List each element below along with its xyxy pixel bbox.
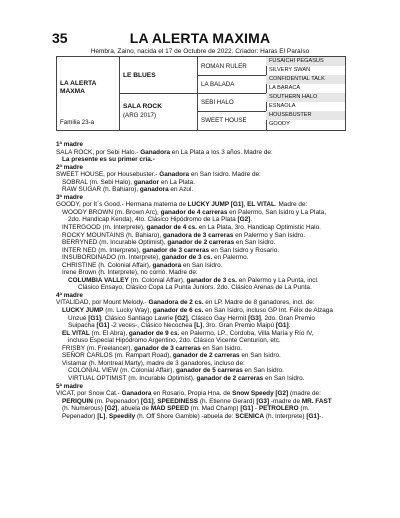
family-text: [56, 141, 348, 420]
text-line: Irene Brown (h. Interprete), no corrió. Madre de:: [62, 269, 198, 277]
text-line: Clásico Ensayo, Clásico Copa La Punta Juniors. 2do. Clásico Arenas de La Punta.: [78, 284, 312, 292]
subject-name-1: LA ALERTA: [60, 80, 97, 87]
sire-dam-name: LA BALADA: [201, 81, 235, 88]
dam-dam-name: SWEET HOUSE: [201, 117, 247, 124]
text-line: Suipacha [G1] -2 veces-, Clásico Necochea [L], 3ro. Gran Premio Maipú [G1].: [68, 322, 291, 330]
sire-name: LE BLUES: [123, 72, 156, 79]
sire-sire-name: ROMAN RULER: [201, 63, 247, 70]
section-heading: 2ª madre: [56, 163, 83, 171]
dam-sire-name: SEBI HALO: [201, 99, 234, 106]
family-label: Familia 23-a: [60, 119, 95, 126]
gg-cell: SILVERY SWAN: [269, 67, 311, 73]
section-heading: 3ª madre: [56, 193, 83, 201]
text-line: Vistamar (h. Montreal Marty), madre de 3 ganadores, incluso de:: [62, 359, 245, 367]
text-line: RAW SUGAR (h. Bahiaro), ganadora en Azul.: [62, 186, 194, 194]
gg-cell: LA BARACA: [269, 85, 301, 91]
gg-cell: CONFIDENTIAL TALK: [266, 75, 345, 84]
text-line: INTERGOOD (m. Interprete), ganador de 4 cs. en La Plata, 3ro. Handicap Optimistic Halo.: [62, 224, 321, 232]
text-line: PERIQUIN (m. Pepenador) [G1], SPEEDINESS (h. Etienne Gerard) [G3] -madre de MR. FAST: [62, 397, 332, 405]
text-line: GOODY, por It´s Good.- Hermana materna de LUCKY JUMP [G1], EL VITAL. Madre de:: [56, 201, 308, 209]
text-line: SEÑOR CARLOS (m. Rampart Road), ganador de 2 carreras en San Isidro.: [62, 352, 281, 360]
text-line: EL VITAL (m. El Abra), ganador de 9 cs. en Palermo, LP., Cordoba, Villa María y Río IV,: [62, 329, 314, 337]
gg-cell: ESNAOLA: [269, 103, 296, 109]
text-line: VICAT, por Snow Cat.- Ganadora en Rosario, Propia Hna. de Snow Speedy [G2] (madre de:: [56, 390, 321, 398]
pedigree-table: [56, 56, 346, 131]
gg-cell: HOUSEBUSTER: [266, 111, 345, 120]
text-line: SOBRAL (m. Sebi Halo), ganador en La Plata.: [62, 178, 195, 186]
text-line: SALA ROCK, por Sebi Halo.- Ganadora en La Plata a los 3 años. Madre de:: [56, 148, 273, 156]
text-line: COLUMBIA VALLEY (m. Colonial Affair), ganador de 3 cs. en Palermo y La Punta, incl.: [68, 276, 319, 284]
text-line: COLONIAL VIEW (m. Colonial Affair), ganador de 5 carreras en San Isidro.: [68, 367, 284, 375]
text-line: WOODY BROWN (m. Brown Arc), ganador de 4 carreras en Palermo, San Isidro y La Plata,: [62, 208, 327, 216]
section-heading: 1ª madre: [56, 141, 83, 148]
text-line: BERRYNED (m. Incurable Optimist), ganador de 2 carreras en San Isidro.: [62, 239, 276, 247]
text-line: Pepenador) [L], Speedily (h. Off Shore Gamble) -abuela de: SCENICA (h. Interprete) [G1]-.: [62, 412, 324, 420]
horse-name: LA ALERTA MAXIMA: [129, 30, 271, 46]
text-line: LUCKY JUMP (m. Lucky Way), ganador de 6 cs. en San Isidro, incluso GP Int. Félix de Alzaga: [62, 307, 333, 315]
dam-name: SALA ROCK: [123, 103, 162, 110]
gg-cell: FUSAICHI PEGASUS: [266, 57, 345, 66]
text-line: VIRTUAL OPTIMIST (m. Incurable Optimist), ganador de 2 carreras en San Isidro.: [68, 374, 305, 382]
dam-year: (ARG 2017): [123, 112, 157, 119]
gg-cell: SOUTHERN HALO: [266, 93, 345, 102]
text-line: (h. Numerous) [G2], abuela de MAD SPEED (m. Mad Champ) [G1] - PETROLERO (m.: [62, 405, 310, 413]
text-line: INTER NED (m. Interprete), ganador de 3 carreras en San Isidro y Rosario.: [62, 246, 280, 254]
text-line: 2do. Handicap Kenda), 4to. Clásico Hipódromo de La Plata [G2].: [68, 216, 253, 224]
text-line: VITALIDAD, por Mount Melody.- Ganadora de 2 cs. en LP. Madre de 8 ganadores, incl. de:: [56, 299, 315, 307]
section-heading: 5ª madre: [56, 382, 83, 390]
subject-name-2: MAXMA: [60, 88, 85, 95]
text-line: CHRISTINE (h. Colonial Affair), ganadora en San Isidro.: [62, 261, 223, 269]
text-line: SWEET HOUSE, por Housebuster.- Ganadora en San Isidro. Madre de:: [56, 171, 261, 179]
text-line: La presente es su primer cría.-: [62, 156, 155, 164]
section-heading: 4ª madre: [56, 291, 83, 299]
text-line: ROCKY MOUNTAINS (h. Bahiaro), ganadora de 3 carreras en Palermo y San Isidro.: [62, 231, 306, 239]
gg-cell: GOODY: [269, 121, 290, 127]
text-line: FRISBY (m. Freelancer), ganador de 3 carreras en San Isidro.: [62, 344, 242, 352]
text-line: Unzué [G1], Clásico Santiago Lawrie [G2], Clásico Gay Hermit [G3], 2do. Gran Premio: [68, 314, 315, 322]
horse-subtitle: Hembra, Zaino, nacida el 17 de Octubre de 2022. Criador: Haras El Paraíso: [90, 48, 310, 55]
text-line: incluso Especial Hipódromo Argentino, 2do. Clásico Vicente Centurion, etc.: [68, 337, 281, 345]
text-line: INSUBORDINADO (m. Interprete), ganador de 3 cs. en Palermo.: [62, 254, 249, 262]
lot-number: 35: [52, 30, 68, 46]
